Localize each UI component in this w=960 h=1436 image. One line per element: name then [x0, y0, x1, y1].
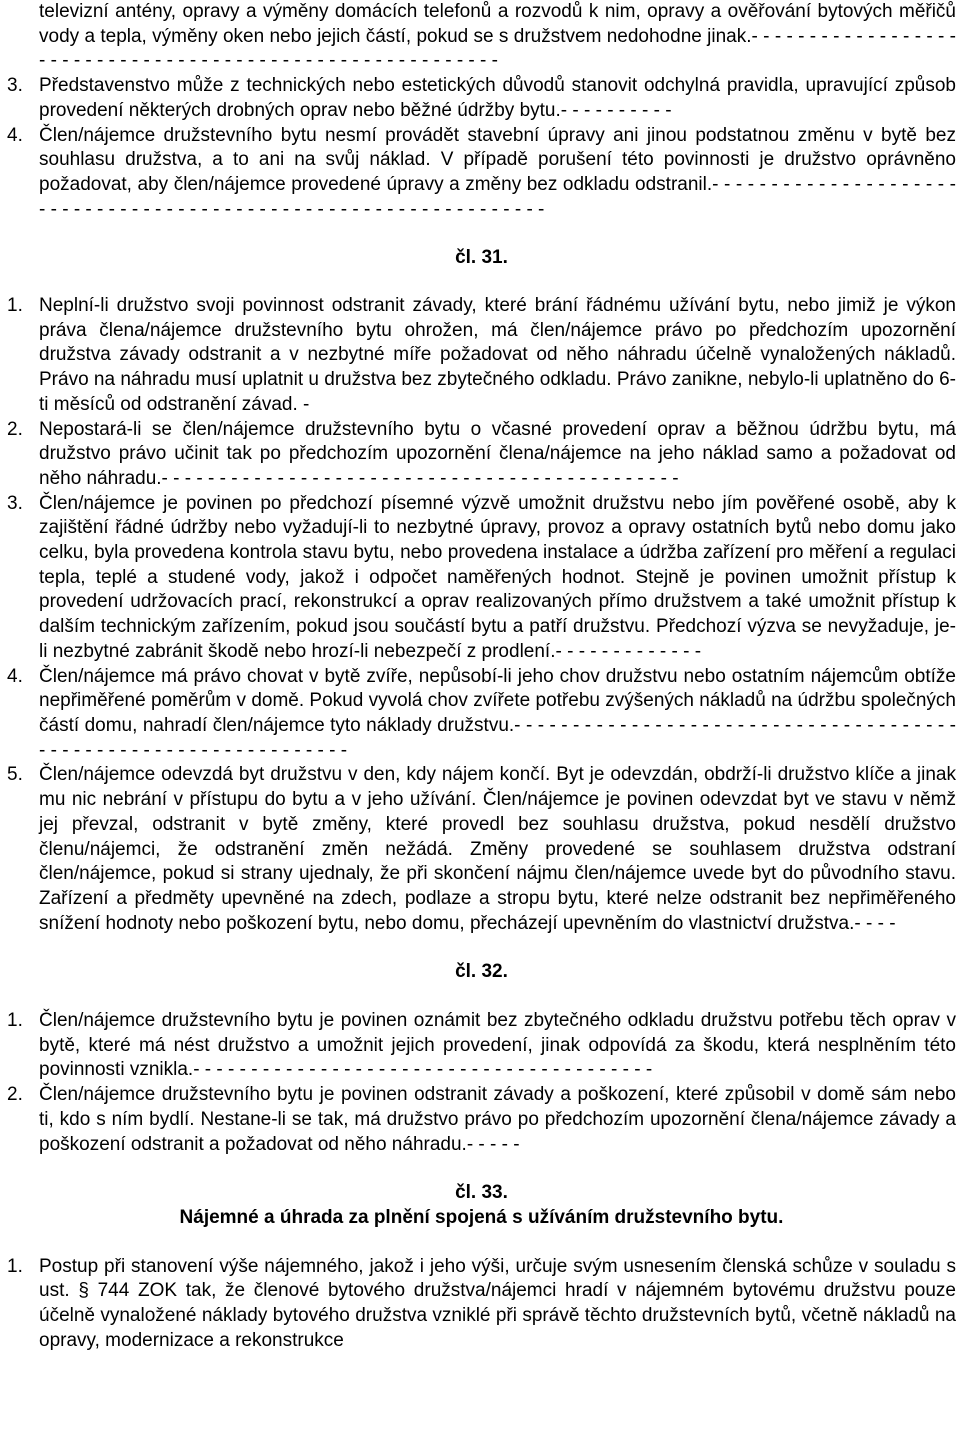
item-text: Člen/nájemce má právo chovat v bytě zvíře, nepůsobí-li jeho chov družstvu nebo ostatním nájemcům obtíže nepřiměřené poměrům v domě. Pokud vyvolá chov zvířete potřebu zvýšených nákladů na údržbu společných částí domu, nahradí člen/nájemce tyto náklady družstvu.- - - - - - - - - - - - - - - - - - - - - - - - - - - - - - - - - - - - - - - - - - - - - - - - - - - - - - - - - - - - - - - - -: [39, 665, 956, 761]
item-number: 3.: [7, 492, 23, 514]
art31-item-4: [7, 665, 956, 764]
article-32-heading: čl. 32.: [455, 961, 508, 983]
art31-item-3: [7, 492, 956, 665]
art33-item-1: [7, 1255, 956, 1354]
article-31-heading: čl. 31.: [455, 247, 508, 269]
art31-item-1: [7, 294, 956, 418]
item-text: Postup při stanovení výše nájemného, jakož i jeho výši, určuje svým usnesením členská schůze v souladu s ust. § 744 ZOK tak, že členové bytového družstva/nájemci hradí v nájemném bytovému družstvu pouze účelně vynaložené náklady bytového družstva vzniklé při správě těchto družstevních bytů, včetně nákladů na opravy, modernizace a rekonstrukce: [39, 1255, 956, 1351]
top-continuation: televizní antény, opravy a výměny domácích telefonů a rozvodů k nim, opravy a ověřování bytových měřičů vody a tepla, výměny oken nebo jejich částí, pokud se s družstvem nedohodne jinak.- - - - - - - - - - - - - - - - - - - - - - - - - - - - - - - - - - - - - - - - - - - - - - - - - - - - - - - - - -: [39, 1, 956, 72]
item-number: 2.: [7, 418, 23, 440]
item-number: 1.: [7, 1255, 23, 1277]
item-text: Člen/nájemce družstevního bytu je povinen odstranit závady a poškození, které způsobil v domě sám nebo ti, kdo s ním bydlí. Nestane-li se tak, má družstvo právo po předchozím upozornění člena/nájemce závady a poškození odstranit a požadovat od něho náhradu.- - - - -: [39, 1084, 956, 1155]
item-number: 5.: [7, 764, 23, 786]
article-33-heading: čl. 33.: [455, 1182, 508, 1204]
item-number: 4.: [7, 665, 23, 687]
art32-item-1: [7, 1009, 956, 1083]
item-text: Představenstvo může z technických nebo estetických důvodů stanovit odchylná pravidla, upravující způsob provedení některých drobných oprav nebo běžné údržby bytu.- - - - - - - - - -: [39, 75, 956, 121]
item-text: Neplní-li družstvo svoji povinnost odstranit závady, které brání řádnému užívání bytu, nebo jimiž je výkon práva člena/nájemce družstevního bytu ohrožen, má člen/nájemce právo po předchozím upozornění družstva závady odstranit a v nezbytné míře požadovat od něho náhradu účelně vynaložených nákladů. Právo na náhradu musí uplatnit u družstva bez zbytečného odkladu. Právo zanikne, nebylo-li uplatněno do 6-ti měsíců od odstranění závad. -: [39, 295, 956, 415]
item-text: Člen/nájemce je povinen po předchozí písemné výzvě umožnit družstvu nebo jím pověřené osobě, aby k zajištění řádné údržby nebo vyžadují-li to nezbytné úpravy, provoz a opravy ostatních bytů nebo domu jako celku, byla provedena kontrola stavu bytu, nebo provedena instalace a údržba zařízení pro měření a regulaci tepla, teplé a studené vody, jakož i odpočet naměřených hodnot. Stejně je povinen umožnit přístup k provedení udržovacích prací, rekonstrukcí a oprav realizovaných přímo družstvem a také umožnit přístup k dalším technickým zařízením, pokud jsou součástí bytu a patří družstvu. Předchozí výzva se nevyžaduje, je-li nezbytné zabránit škodě nebo hrozí-li nebezpečí z prodlení.- - - - - - - - - - - - -: [39, 492, 956, 662]
art30-item-4: [7, 124, 956, 223]
art32-item-2: [7, 1083, 956, 1157]
item-number: 4.: [7, 124, 23, 146]
art31-item-2: [7, 418, 956, 492]
item-text: Nepostará-li se člen/nájemce družstevního bytu o včasné provedení oprav a běžnou údržbu bytu, má družstvo právo učinit tak po předchozím upozornění člena/nájemce na jeho náklad samo a požadovat od něho náhradu.- - - - - - - - - - - - - - - - - - - - - - - - - - - - - - - - - - - - - - - - - - - - -: [39, 418, 956, 489]
item-number: 1.: [7, 295, 23, 317]
item-number: 3.: [7, 75, 23, 97]
item-text: Člen/nájemce odevzdá byt družstvu v den, kdy nájem končí. Byt je odevzdán, obdrží-li družstvo klíče a jinak mu nic nebrání v přístupu do bytu a v jeho užívání. Člen/nájemce je povinen odevzdat byt ve stavu v němž jej převzal, odstranit v bytě změny, které provedl bez souhlasu družstva, pokud nesdělí družstvo členu/nájemci, že odstranění změn nežádá. Změny provedené se souhlasem družstva odstraní člen/nájemce, pokud si strany ujednaly, že při skončení nájmu člen/nájemce uvede byt do původního stavu. Zařízení a předměty upevněné na zdech, podlaze a stropu bytu, které nelze odstranit bez nepřiměřeného snížení hodnoty nebo poškození bytu, nebo domu, přecházejí upevněním do vlastnictví družstva.- - - -: [39, 764, 956, 934]
art31-item-5: [7, 763, 956, 936]
item-text: Člen/nájemce družstevního bytu je povinen oznámit bez zbytečného odkladu družstvu potřebu těch oprav v bytě, které má nést družstvo a umožnit jejich provedení, jinak odpovídá za škodu, která nesplněním této povinnosti vznikla.- - - - - - - - - - - - - - - - - - - - - - - - - - - - - - - - - - - - - - - -: [39, 1010, 956, 1081]
article-33-subheading: Nájemné a úhrada za plnění spojená s užíváním družstevního bytu.: [179, 1206, 784, 1228]
art30-item-3: [7, 74, 956, 123]
item-number: 2.: [7, 1084, 23, 1106]
item-text: Člen/nájemce družstevního bytu nesmí provádět stavební úpravy ani jinou podstatnou změnu v bytě bez souhlasu družstva, a to ani na svůj náklad. V případě porušení této povinnosti je družstvo oprávněno požadovat, aby člen/nájemce provedené úpravy a změny bez odkladu odstranil.- - - - - - - - - - - - - - - - - - - - - - - - - - - - - - - - - - - - - - - - - - - - - - - - - - - - - - - - - - - - - - - - -: [39, 124, 956, 220]
item-number: 1.: [7, 1010, 23, 1032]
